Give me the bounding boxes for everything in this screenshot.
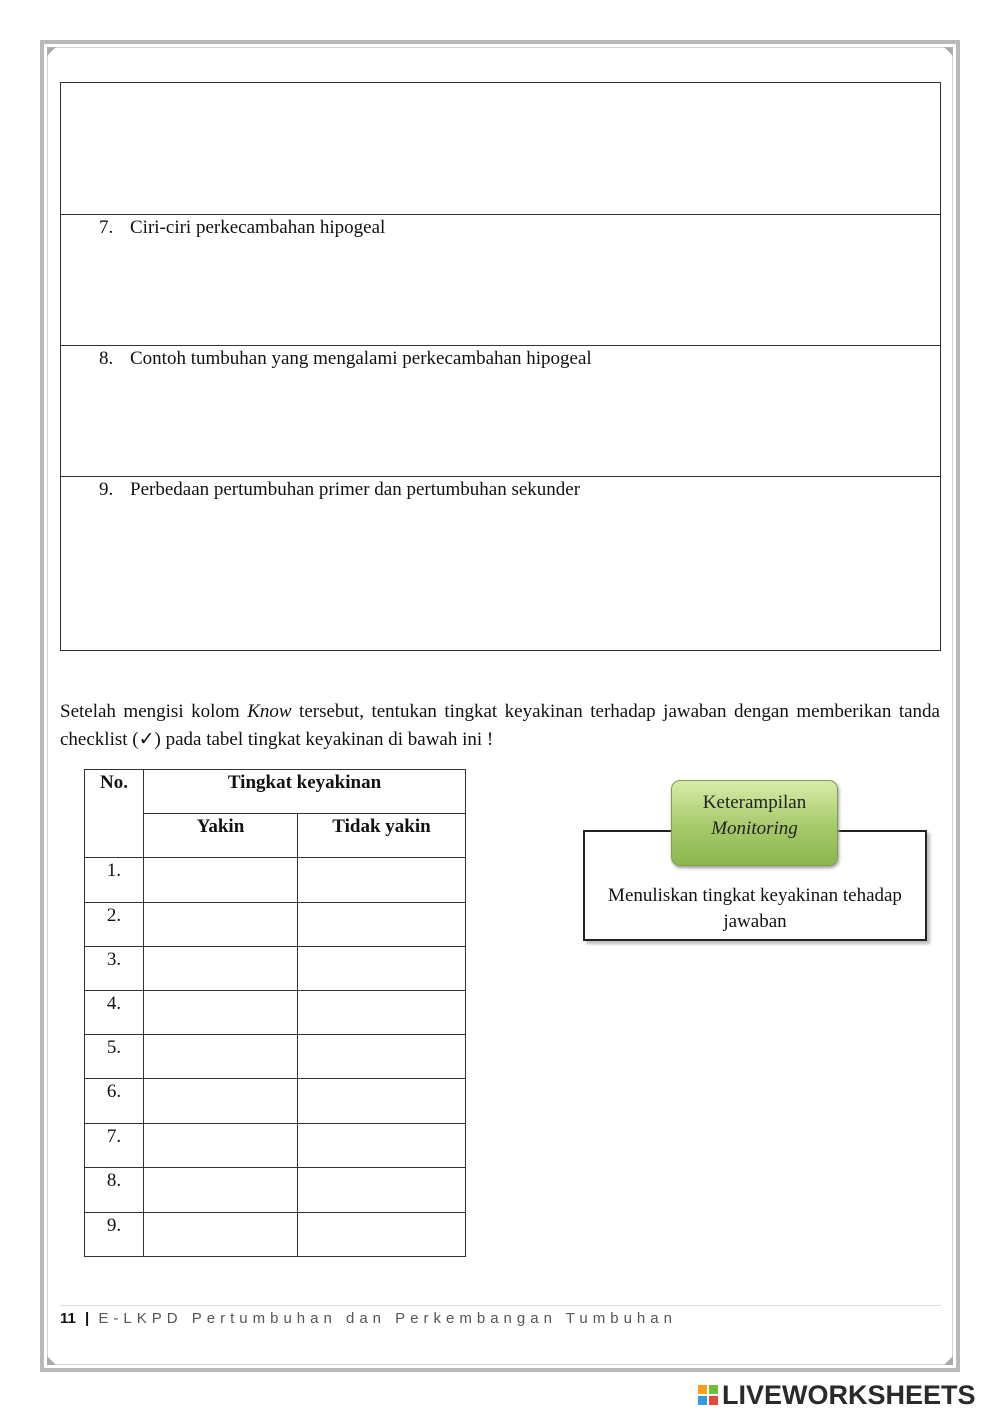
tidak-yakin-cell[interactable] [298, 947, 466, 991]
confidence-table [84, 769, 466, 1257]
row-number: 3. [85, 947, 144, 991]
question-label: 8. Contoh tumbuhan yang mengalami perkecambahan hipogeal [99, 348, 592, 369]
tidak-yakin-cell[interactable] [298, 858, 466, 903]
footer-separator: | [85, 1310, 90, 1327]
header-yakin: Yakin [144, 814, 298, 858]
row-number: 8. [85, 1168, 144, 1213]
yakin-cell[interactable] [144, 947, 298, 991]
row-number: 5. [85, 1035, 144, 1079]
tidak-yakin-cell[interactable] [298, 1035, 466, 1079]
skill-subtitle: Monitoring [711, 818, 798, 839]
skill-label-tab [671, 780, 838, 866]
tidak-yakin-cell[interactable] [298, 903, 466, 947]
question-label [99, 85, 130, 107]
skill-description: Menuliskan tingkat keyakinan tehadap jawaban [608, 885, 902, 932]
row-number: 4. [85, 991, 144, 1035]
brand-name: LIVEWORKSHEETS [722, 1379, 976, 1410]
logo-square [709, 1396, 718, 1405]
skill-title: Keterampilan [702, 792, 807, 813]
yakin-cell[interactable] [144, 1168, 298, 1213]
page-footer [60, 1310, 677, 1327]
header-no: No. [85, 770, 144, 858]
corner-ornament [944, 47, 953, 56]
row-number: 6. [85, 1079, 144, 1124]
tidak-yakin-cell[interactable] [298, 1213, 466, 1257]
page-number: 11 [60, 1310, 76, 1327]
yakin-cell[interactable] [144, 991, 298, 1035]
yakin-cell[interactable] [144, 1124, 298, 1168]
tidak-yakin-cell[interactable] [298, 1168, 466, 1213]
logo-square [709, 1385, 718, 1394]
answer-area-9[interactable] [61, 477, 940, 651]
footer-divider [60, 1305, 941, 1306]
row-number: 7. [85, 1124, 144, 1168]
yakin-cell[interactable] [144, 1035, 298, 1079]
header-tidak-yakin: Tidak yakin [298, 814, 466, 858]
logo-square [698, 1385, 707, 1394]
row-number: 2. [85, 903, 144, 947]
question-answer-box [60, 82, 941, 651]
yakin-cell[interactable] [144, 1079, 298, 1124]
tidak-yakin-cell[interactable] [298, 991, 466, 1035]
corner-ornament [944, 1356, 953, 1365]
corner-ornament [47, 1356, 56, 1365]
liveworksheets-logo-icon [698, 1385, 718, 1405]
question-label: 9. Perbedaan pertumbuhan primer dan pertumbuhan sekunder [99, 479, 581, 500]
instruction-text: Setelah mengisi kolom Know tersebut, tentukan tingkat keyakinan terhadap jawaban dengan memberikan tanda checklist (✓) pada tabel tingkat keyakinan di bawah ini ! [60, 701, 940, 750]
answer-area-6[interactable] [61, 83, 940, 215]
tidak-yakin-cell[interactable] [298, 1079, 466, 1124]
header-tingkat-keyakinan: Tingkat keyakinan [144, 770, 466, 814]
question-label: 7. Ciri-ciri perkecambahan hipogeal [99, 217, 386, 238]
row-number: 9. [85, 1213, 144, 1257]
answer-area-8[interactable] [61, 346, 940, 477]
row-number: 1. [85, 858, 144, 903]
answer-area-7[interactable] [61, 215, 940, 346]
logo-square [698, 1396, 707, 1405]
liveworksheets-logo [698, 1380, 976, 1410]
footer-title: E-LKPD Pertumbuhan dan Perkembangan Tumbuhan [98, 1310, 677, 1327]
yakin-cell[interactable] [144, 903, 298, 947]
tidak-yakin-cell[interactable] [298, 1124, 466, 1168]
yakin-cell[interactable] [144, 1213, 298, 1257]
yakin-cell[interactable] [144, 858, 298, 903]
corner-ornament [47, 47, 56, 56]
